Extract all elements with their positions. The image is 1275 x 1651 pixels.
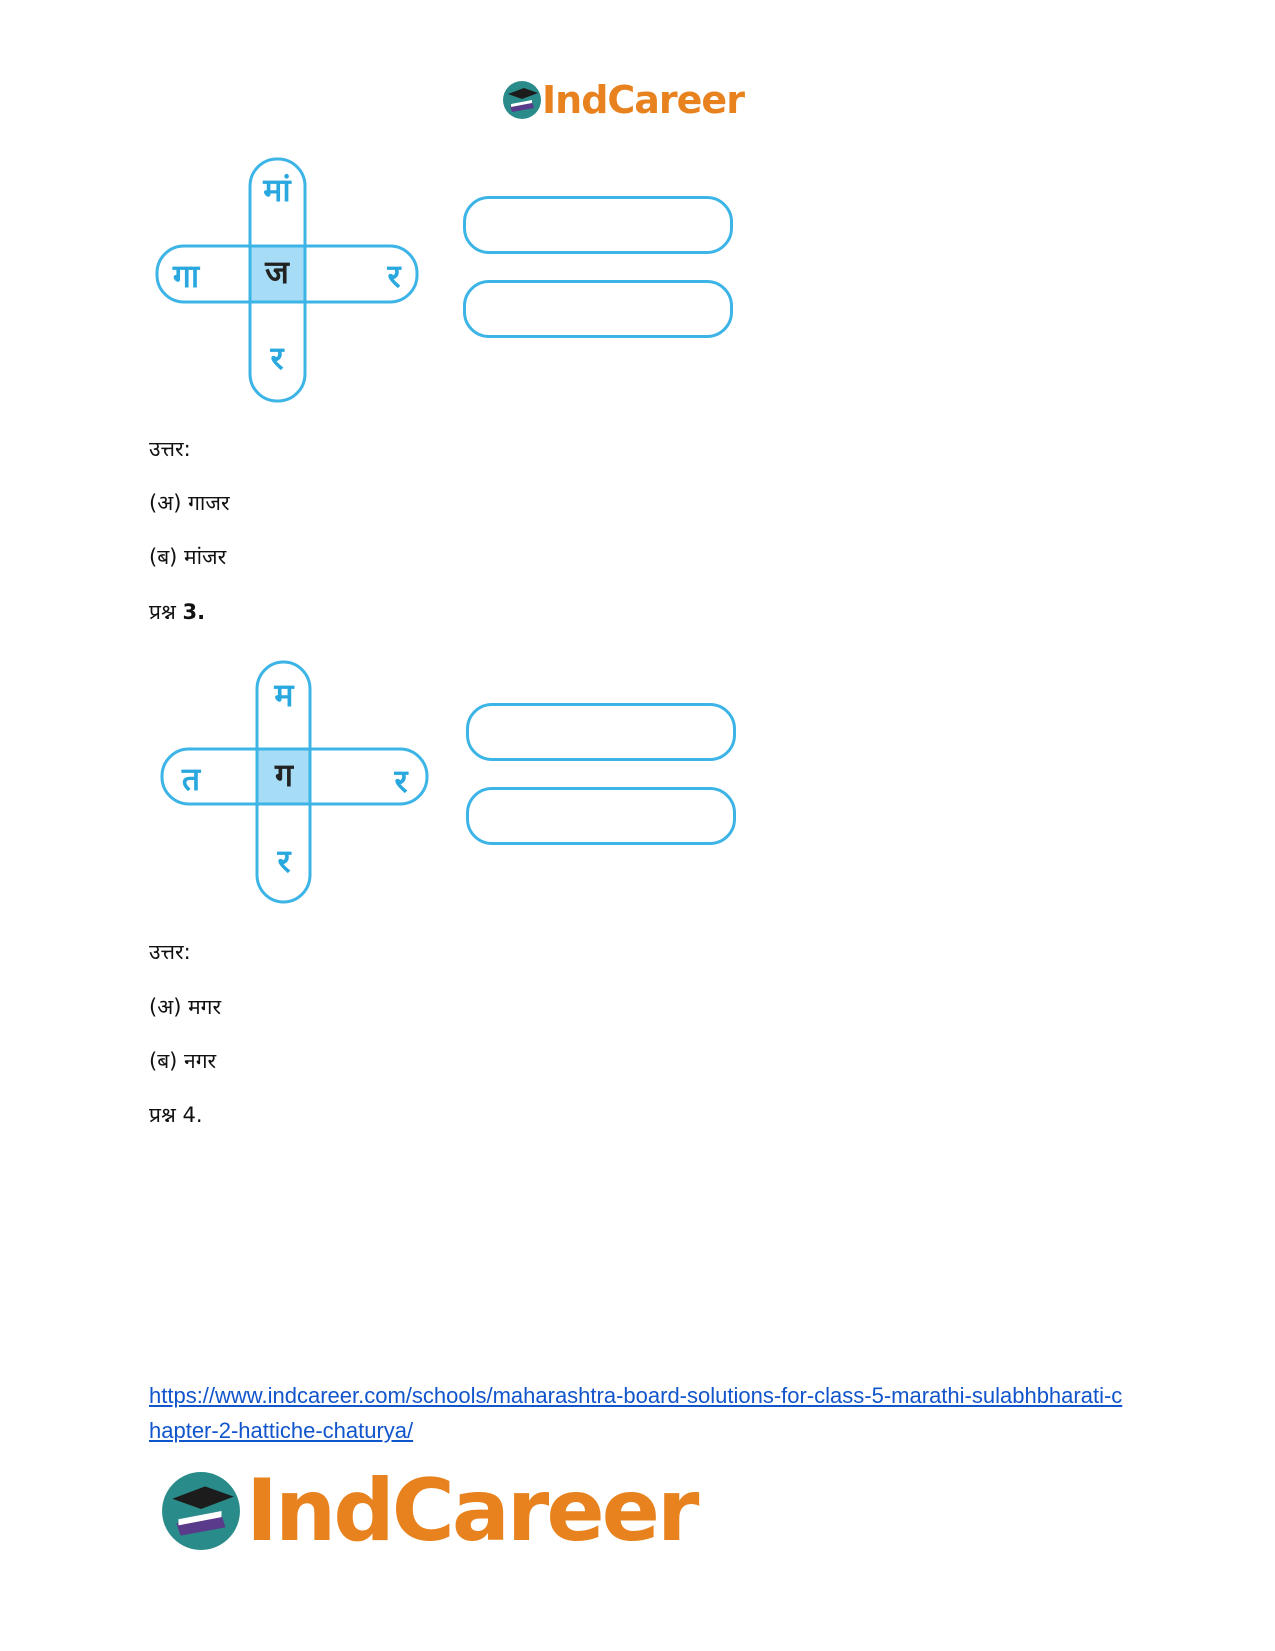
puzzle-letter-right: र — [387, 257, 401, 295]
question-3-prefix: प्रश्न — [149, 600, 176, 624]
answer-box-1a — [463, 196, 733, 254]
answer-a-1: (अ) गाजर — [149, 491, 230, 515]
answer-b-1: (ब) मांजर — [149, 545, 227, 569]
puzzle-letter-bottom: र — [277, 842, 291, 880]
answer-label-2: उत्तर: — [149, 940, 191, 964]
puzzle-letter-left: त — [181, 760, 201, 798]
word-puzzle-1 — [155, 158, 435, 403]
puzzle-letter-center: ग — [274, 756, 294, 794]
puzzle-letter-bottom: र — [270, 339, 284, 377]
puzzle-letter-left: गा — [172, 257, 200, 295]
puzzle-letter-top: म — [274, 676, 294, 714]
answer-b-2: (ब) नगर — [149, 1049, 217, 1073]
footer-logo — [160, 1461, 697, 1561]
puzzle-letter-top: मां — [263, 171, 291, 209]
answer-label-1: उत्तर: — [149, 437, 191, 461]
answer-box-2a — [466, 703, 736, 761]
puzzle-letter-right: र — [394, 762, 408, 800]
logo-text: IndCareer — [246, 1461, 697, 1561]
question-4-heading: प्रश्न 4. — [149, 1103, 203, 1127]
graduation-book-icon — [160, 1470, 242, 1552]
puzzle-letter-center: ज — [265, 253, 289, 291]
source-link[interactable]: https://www.indcareer.com/schools/maharashtra-board-solutions-for-class-5-marathi-sulabhbharati-chapter-2-hattiche-chaturya/ — [149, 1383, 1123, 1443]
answer-a-2: (अ) मगर — [149, 995, 222, 1019]
graduation-book-icon — [502, 80, 542, 120]
question-3-number: 3. — [182, 600, 206, 624]
question-3-heading — [149, 598, 205, 626]
logo-text: IndCareer — [542, 78, 744, 122]
word-puzzle-2 — [160, 661, 440, 906]
answer-box-1b — [463, 280, 733, 338]
header-logo — [502, 80, 744, 120]
answer-box-2b — [466, 787, 736, 845]
